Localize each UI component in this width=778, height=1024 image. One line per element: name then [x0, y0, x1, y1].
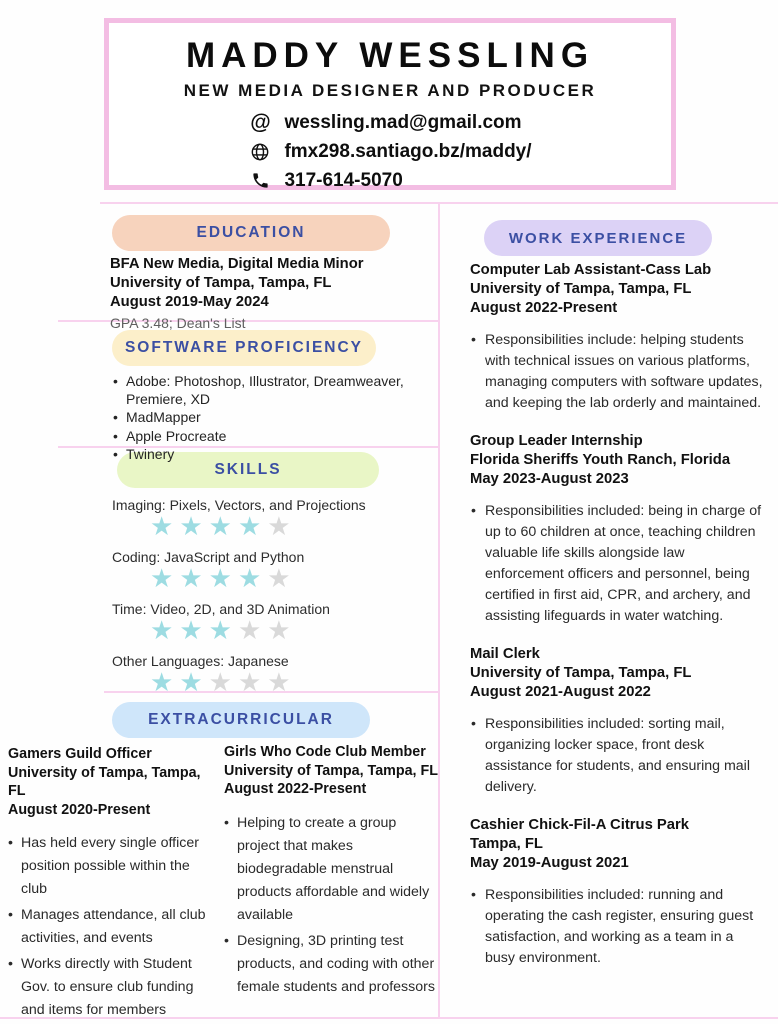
star-icon: ★: [267, 563, 297, 593]
work-dates: May 2023-August 2023: [470, 471, 629, 487]
header-card: [104, 18, 676, 190]
extracurricular-bullets: [8, 832, 215, 1022]
work-bullets: [470, 501, 766, 627]
work-org: University of Tampa, Tampa, FL: [470, 665, 692, 681]
email-link[interactable]: wessling.mad@gmail.com: [284, 111, 522, 133]
bullet-item: • Helping to create a group project that makes biodegradable menstrual products affordable and widely available: [224, 812, 438, 927]
software-item: • MadMapper: [112, 409, 422, 427]
extracurricular-entry: [8, 745, 215, 1024]
star-icon: ★: [179, 511, 209, 541]
work-experience-heading: WORK EXPERIENCE: [484, 220, 712, 256]
software-item: • Adobe: Photoshop, Illustrator, Dreamweaver, Premiere, XD: [112, 373, 422, 408]
at-icon: @: [250, 110, 271, 134]
star-icon: ★: [179, 667, 209, 697]
extracurricular-org: University of Tampa, Tampa, FL: [224, 762, 438, 779]
star-icon: ★: [150, 667, 180, 697]
contact-email-row: [248, 108, 531, 137]
work-role: Computer Lab Assistant-Cass Lab: [470, 262, 712, 278]
candidate-name: MADDY WESSLING: [185, 36, 595, 75]
star-icon: ★: [150, 615, 180, 645]
star-icon: ★: [179, 563, 209, 593]
software-item: • Apple Procreate: [112, 428, 422, 446]
bullet-item: • Responsibilities included: being in charge of up to 60 children at once, teaching children valuable life skills alongside law enforcement officers and personnel, being certified in first aid, CPR, and archery, and assisting lifeguards in water watching.: [470, 501, 766, 627]
extracurricular-heading: EXTRACURRICULAR: [112, 702, 370, 738]
work-dates: August 2021-August 2022: [470, 684, 651, 700]
skill-rating: [150, 565, 434, 592]
star-icon: ★: [267, 511, 297, 541]
star-icon: ★: [208, 563, 238, 593]
website-link[interactable]: fmx298.santiago.bz/maddy/: [284, 140, 532, 162]
work-role: Mail Clerk: [470, 646, 540, 662]
skill-item: [112, 601, 434, 644]
skill-rating: [150, 617, 434, 644]
bullet-item: • Has held every single officer position possible within the club: [8, 832, 215, 901]
star-icon: ★: [179, 615, 209, 645]
star-icon: ★: [150, 511, 180, 541]
education-heading: EDUCATION: [112, 215, 390, 251]
extracurricular-org: University of Tampa, Tampa, FL: [8, 764, 201, 799]
work-dates: May 2019-August 2021: [470, 855, 629, 871]
work-entry: [470, 432, 766, 627]
education-degree: BFA New Media, Digital Media Minor: [110, 256, 364, 272]
skill-label: Other Languages: Japanese: [112, 653, 289, 669]
work-bullets: [470, 885, 766, 969]
work-bullets: [470, 330, 766, 414]
skill-label: Coding: JavaScript and Python: [112, 549, 305, 565]
work-dates: August 2022-Present: [470, 300, 618, 316]
contact-phone-row: [248, 166, 531, 195]
star-icon: ★: [237, 667, 268, 697]
skills-section: [112, 497, 434, 705]
extracurricular-role: Gamers Guild Officer: [8, 746, 152, 762]
bullet-item: • Responsibilities include: helping students with technical issues on various platforms, managing computers with software updates, and keeping the lab orderly and maintained.: [470, 330, 766, 414]
work-role: Cashier Chick-Fil-A Citrus Park: [470, 817, 689, 833]
star-icon: ★: [237, 615, 268, 645]
skill-item: [112, 497, 434, 540]
work-org: Tampa, FL: [470, 836, 543, 852]
work-org: University of Tampa, Tampa, FL: [470, 281, 692, 297]
star-icon: ★: [208, 615, 238, 645]
software-heading: SOFTWARE PROFICIENCY: [112, 330, 376, 366]
star-icon: ★: [208, 511, 238, 541]
work-entry: [470, 645, 766, 798]
work-entry: [470, 261, 766, 414]
work-role: Group Leader Internship: [470, 433, 643, 449]
work-experience-section: [470, 261, 766, 987]
globe-icon: [248, 142, 272, 162]
skill-item: [112, 653, 434, 696]
bullet-item: • Works directly with Student Gov. to ensure club funding and items for members: [8, 953, 215, 1022]
extracurricular-entry: [224, 743, 438, 1002]
skill-label: Time: Video, 2D, and 3D Animation: [112, 601, 330, 617]
contact-website-row: [248, 137, 531, 166]
bullet-item: • Designing, 3D printing test products, and coding with other female students and professors: [224, 930, 438, 999]
bullet-item: • Responsibilities included: running and operating the cash register, ensuring guest satisfaction, and working as a team in a busy environment.: [470, 885, 766, 969]
star-icon: ★: [267, 615, 297, 645]
skill-label: Imaging: Pixels, Vectors, and Projections: [112, 497, 366, 513]
skill-rating: [150, 513, 434, 540]
star-icon: ★: [267, 667, 297, 697]
work-bullets: [470, 714, 766, 798]
skill-item: [112, 549, 434, 592]
contact-block: [248, 108, 531, 195]
software-item: • Twinery: [112, 446, 422, 464]
education-section: [110, 255, 440, 331]
star-icon: ★: [150, 563, 180, 593]
skill-rating: [150, 669, 434, 696]
education-gpa-note: GPA 3.48; Dean's List: [110, 315, 246, 331]
star-icon: ★: [208, 667, 238, 697]
phone-icon: [248, 171, 272, 190]
candidate-title: NEW MEDIA DESIGNER AND PRODUCER: [183, 81, 597, 100]
skills-heading: SKILLS: [117, 452, 379, 488]
star-icon: ★: [237, 511, 268, 541]
bullet-item: • Responsibilities included: sorting mail, organizing locker space, front desk assistance for students, and ensuring mail delivery.: [470, 714, 766, 798]
extracurricular-dates: August 2022-Present: [224, 781, 367, 797]
work-org: Florida Sheriffs Youth Ranch, Florida: [470, 452, 731, 468]
software-list: [112, 373, 422, 465]
work-entry: [470, 816, 766, 969]
education-school: University of Tampa, Tampa, FL: [110, 275, 332, 291]
extracurricular-bullets: [224, 812, 438, 999]
bullet-item: • Manages attendance, all club activities, and events: [8, 904, 215, 950]
education-dates: August 2019-May 2024: [110, 294, 269, 310]
extracurricular-role: Girls Who Code Club Member: [224, 744, 426, 760]
star-icon: ★: [237, 563, 268, 593]
extracurricular-dates: August 2020-Present: [8, 801, 151, 818]
phone-number[interactable]: 317-614-5070: [284, 169, 403, 191]
